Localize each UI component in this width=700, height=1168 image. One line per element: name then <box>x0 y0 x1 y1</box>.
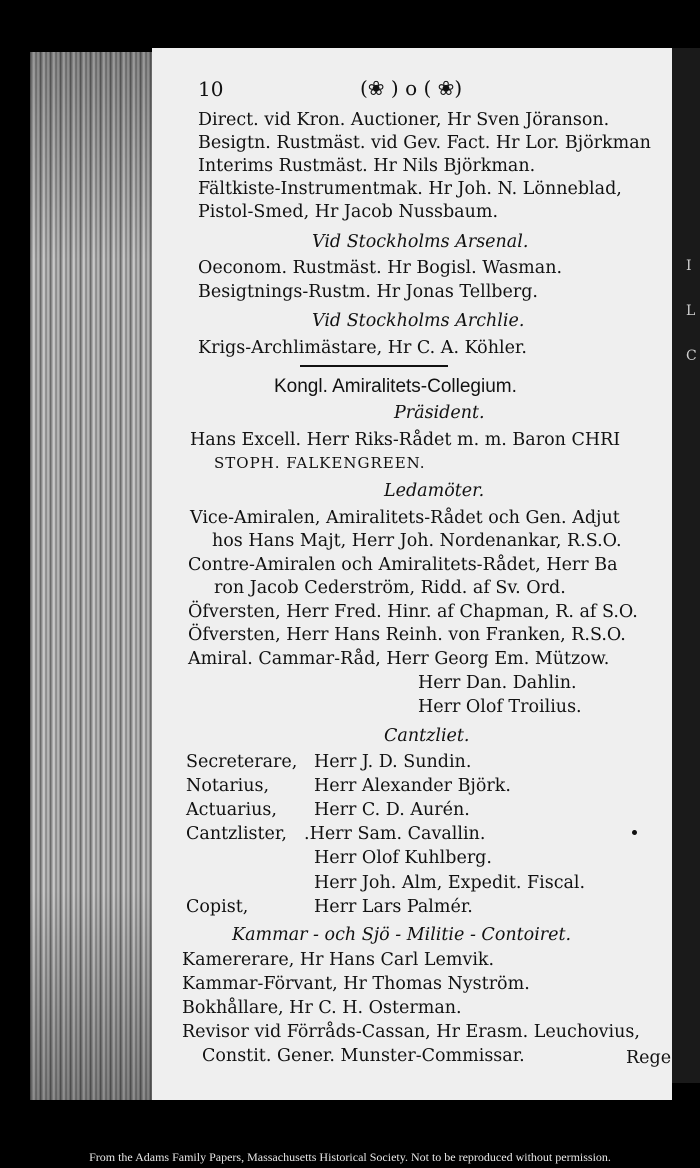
text-line: Constit. Gener. Munster-Commissar. <box>202 1046 525 1066</box>
role-label: Notarius, <box>186 776 270 796</box>
text-line: Hans Excell. Herr Riks-Rådet m. m. Baron CHRI <box>190 430 621 450</box>
page-edge-shadow <box>30 52 152 1100</box>
book-page <box>152 48 672 1100</box>
role-label: Copist, <box>186 897 249 917</box>
text-line: Pistol-Smed, Hr Jacob Nussbaum. <box>198 202 499 222</box>
text-line: ron Jacob Cederström, Ridd. af Sv. Ord. <box>214 578 566 598</box>
text-line: Besigtn. Rustmäst. vid Gev. Fact. Hr Lor. Björkman <box>198 133 651 153</box>
section-heading: Cantzliet. <box>384 726 470 746</box>
collegium-title: Kongl. Amiralitets-Collegium. <box>274 376 517 397</box>
name-cell: Herr Lars Palmér. <box>314 897 473 917</box>
table-row <box>186 775 511 797</box>
text-line: Contre-Amiralen och Amiralitets-Rådet, Herr Ba <box>188 555 618 575</box>
text-line: Amiral. Cammar-Råd, Herr Georg Em. Mützow. <box>188 649 610 669</box>
text-line: Kammar-Förvant, Hr Thomas Nyström. <box>182 974 530 994</box>
text-line: Herr Dan. Dahlin. <box>418 673 577 693</box>
name-cell: Herr C. D. Aurén. <box>314 800 470 820</box>
name-cell: Herr Olof Kuhlberg. <box>314 848 492 868</box>
table-row <box>186 799 470 821</box>
role-label: Cantzlister, <box>186 824 287 844</box>
text-line: STOPH. FALKENGREEN. <box>214 454 426 472</box>
section-heading: Ledamöter. <box>384 481 485 501</box>
table-row <box>186 823 486 845</box>
table-row <box>186 896 473 918</box>
ink-spot <box>632 830 637 835</box>
section-heading: Vid Stockholms Arsenal. <box>312 232 529 252</box>
name-cell: Herr Alexander Björk. <box>314 776 511 796</box>
name-cell: .Herr Sam. Cavallin. <box>304 824 486 844</box>
facing-page-strip: I L C <box>672 48 700 1083</box>
role-label: Secreterare, <box>186 752 298 772</box>
text-line: Krigs-Archlimästare, Hr C. A. Köhler. <box>198 338 527 358</box>
text-line: Öfversten, Herr Hans Reinh. von Franken, R.S.O. <box>188 625 626 645</box>
table-row <box>186 751 472 773</box>
text-line: Oeconom. Rustmäst. Hr Bogisl. Wasman. <box>198 258 563 278</box>
section-heading: Vid Stockholms Archlie. <box>312 311 525 331</box>
page-number: 10 <box>198 77 224 101</box>
text-line: Direct. vid Kron. Auctioner, Hr Sven Jöranson. <box>198 110 610 130</box>
catchword: Rege <box>626 1048 672 1068</box>
text-line: Besigtnings-Rustm. Hr Jonas Tellberg. <box>198 282 538 302</box>
text-line: hos Hans Majt, Herr Joh. Nordenankar, R.S.O. <box>212 531 622 551</box>
text-line: Öfversten, Herr Fred. Hinr. af Chapman, R. af S.O. <box>188 602 638 622</box>
copyright-footer: From the Adams Family Papers, Massachusetts Historical Society. Not to be reproduced without permission. <box>89 1150 611 1164</box>
text-line: Interims Rustmäst. Hr Nils Björkman. <box>198 156 536 176</box>
name-cell: Herr J. D. Sundin. <box>314 752 472 772</box>
name-cell: Herr Joh. Alm, Expedit. Fiscal. <box>314 873 586 893</box>
text-line: Herr Olof Troilius. <box>418 697 582 717</box>
role-label: Actuarius, <box>186 800 277 820</box>
text-line: Revisor vid Förråds-Cassan, Hr Erasm. Leuchovius, <box>182 1022 640 1042</box>
text-line: Fältkiste-Instrumentmak. Hr Joh. N. Lönneblad, <box>198 179 622 199</box>
section-heading: Kammar - och Sjö - Militie - Contoiret. <box>232 925 572 945</box>
text-line: Vice-Amiralen, Amiralitets-Rådet och Gen. Adjut <box>190 508 620 528</box>
text-line: Bokhållare, Hr C. H. Osterman. <box>182 998 462 1018</box>
section-rule <box>300 365 448 367</box>
section-heading: Präsident. <box>394 403 485 423</box>
header-ornament: (❀ ) o ( ❀) <box>360 76 463 100</box>
text-line: Kamererare, Hr Hans Carl Lemvik. <box>182 950 495 970</box>
